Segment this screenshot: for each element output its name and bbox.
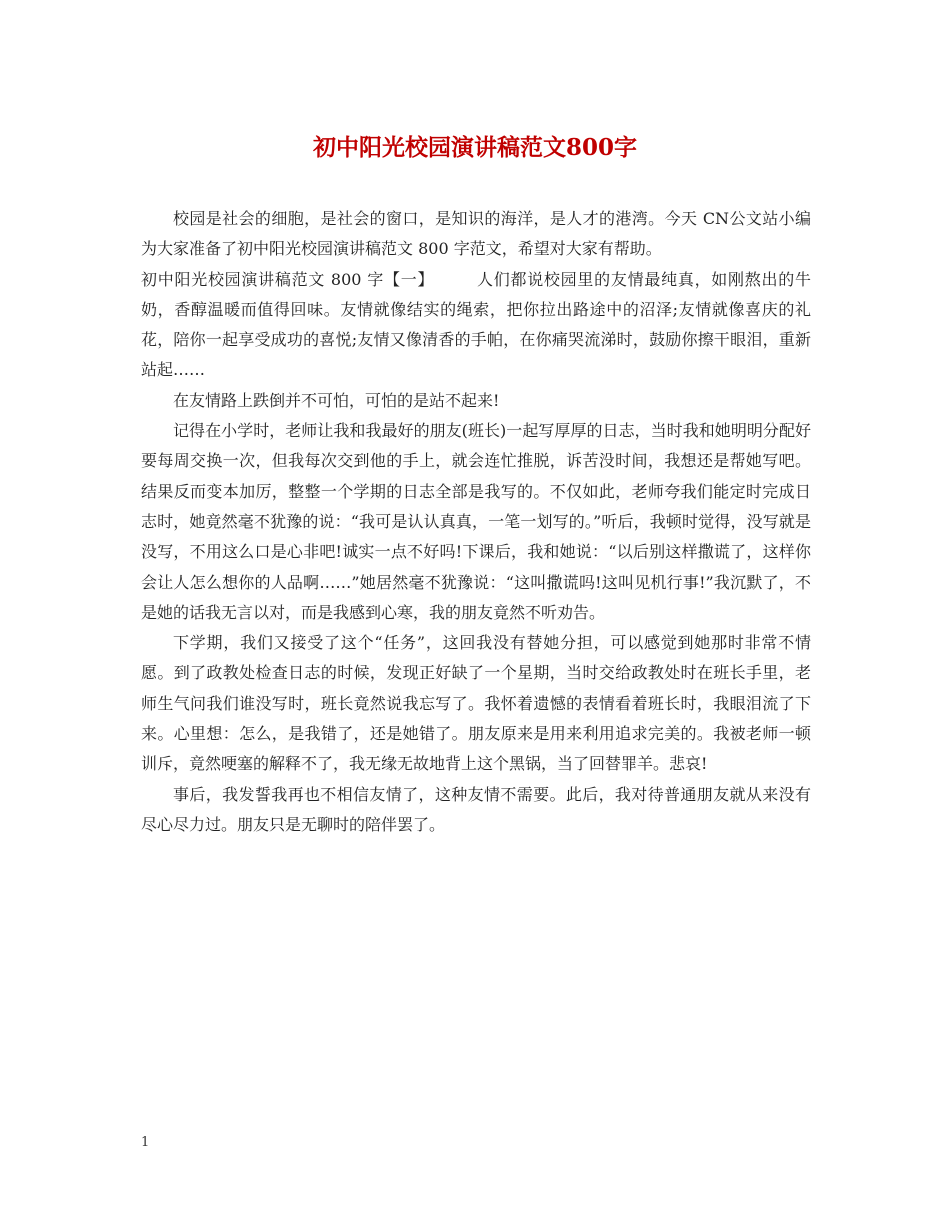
paragraph-memory: 记得在小学时，老师让我和我最好的朋友(班长)一起写厚厚的日志，当时我和她明明分配好要每周交换一次，但我每次交到他的手上，就会连忙推脱，诉苦没时间，我想还是帮她写吧。结果反而变本加厉，整整一个学期的日志全部是我写的。不仅如此，老师夸我们能定时完成日志时，她竟然毫不犹豫的说：“我可是认认真真，一笔一划写的。”听后，我顿时觉得，没写就是没写，不用这么口是心非吧!诚实一点不好吗!下课后，我和她说：“以后别这样撒谎了，这样你会让人怎么想你的人品啊……”她居然毫不犹豫说：“这叫撒谎吗!这叫见机行事!”我沉默了，不是她的话我无言以对，而是我感到心寒，我的朋友竟然不听劝告。 [141,421,811,622]
paragraph-next-term: 下学期，我们又接受了这个“任务”，这回我没有替她分担，可以感觉到她那时非常不情愿。到了政教处检查日志的时候，发现正好缺了一个星期，当时交给政教处时在班长手里，老师生气问我们谁没写时，班长竟然说我忘写了。我怀着遗憾的表情看着班长时，我眼泪流了下来。心里想：怎么，是我错了，还是她错了。朋友原来是用来利用追求完美的。我被老师一顿训斥，竟然哽塞的解释不了，我无缘无故地背上这个黑锅，当了回替罪羊。悲哀! [141,633,811,774]
paragraph-aftermath: 事后，我发誓我再也不相信友情了，这种友情不需要。此后，我对待普通朋友就从来没有尽心尽力过。朋友只是无聊时的陪伴罢了。 [141,784,811,834]
section-heading: 初中阳光校园演讲稿范文 800 字【一】 [141,269,435,289]
paragraph-fall: 在友情路上跌倒并不可怕，可怕的是站不起来! [173,390,500,410]
document-body [141,204,811,840]
page-number: 1 [141,1135,150,1150]
paragraph-section-one [141,265,811,386]
paragraph-intro: 校园是社会的细胞，是社会的窗口，是知识的海洋，是人才的港湾。今天 CN公文站小编为大家准备了初中阳光校园演讲稿范文 800 字范文，希望对大家有帮助。 [141,209,811,259]
document-title: 初中阳光校园演讲稿范文800字 [312,134,637,161]
section-text: 人们都说校园里的友情最纯真，如刚熬出的牛奶，香醇温暖而值得回味。友情就像结实的绳索，把你拉出路途中的沼泽;友情就像喜庆的礼花，陪你一起享受成功的喜悦;友情又像清香的手帕，在你痛哭流涕时，鼓励你擦干眼泪，重新站起…… [141,269,811,380]
